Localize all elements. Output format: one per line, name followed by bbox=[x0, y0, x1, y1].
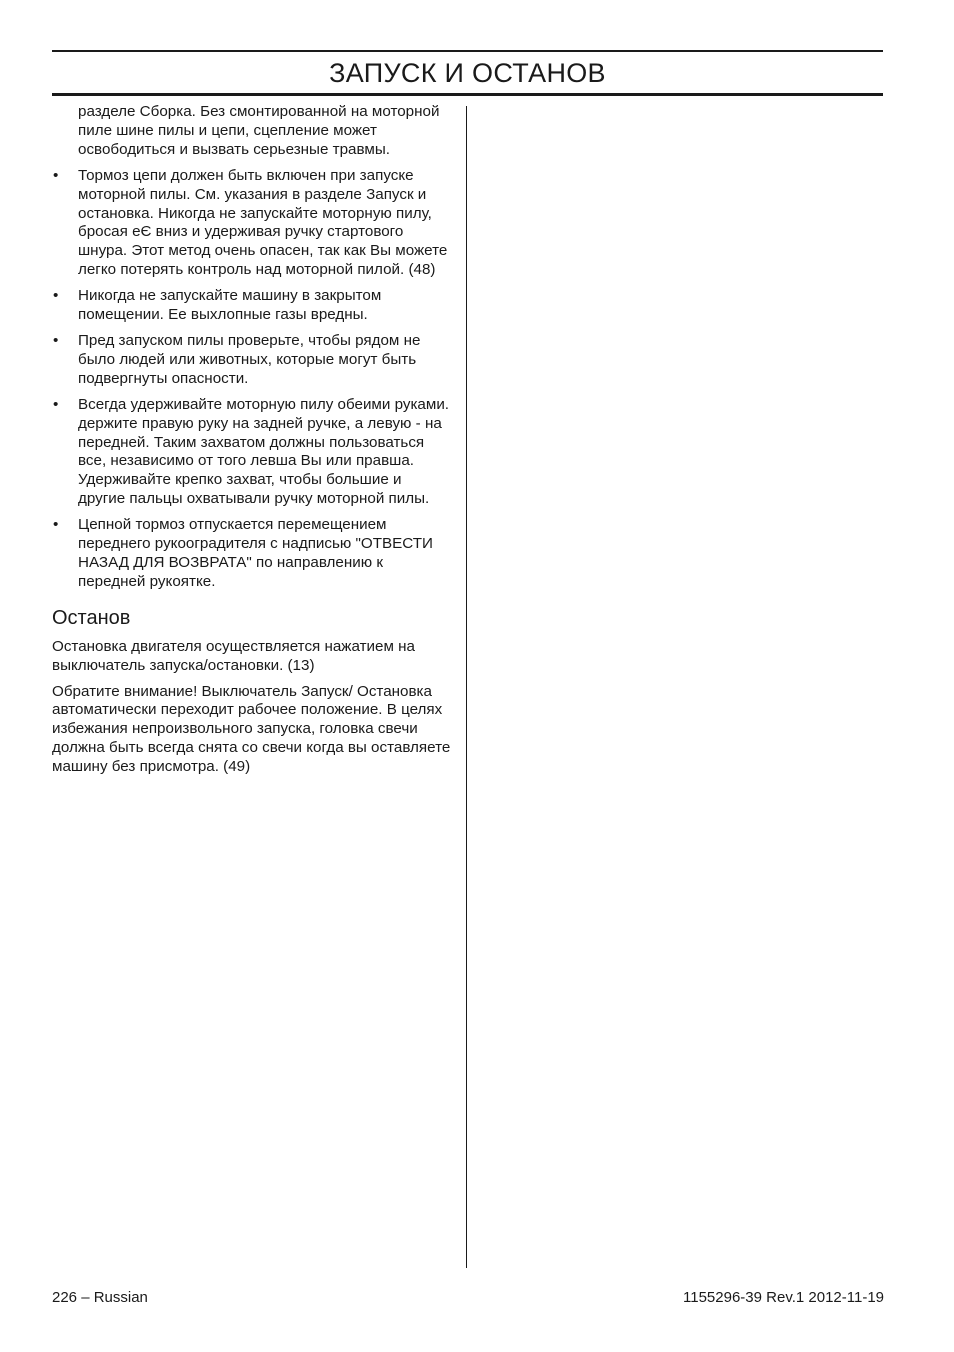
bullet-icon: • bbox=[53, 516, 59, 534]
list-item bbox=[52, 287, 452, 325]
bullet-icon: • bbox=[53, 287, 59, 305]
page-title: ЗАПУСК И ОСТАНОВ bbox=[329, 58, 606, 88]
bullet-list bbox=[52, 167, 452, 592]
section-heading-stop: Останов bbox=[52, 606, 131, 629]
left-column bbox=[52, 103, 452, 784]
document-id: 1155296-39 Rev.1 2012-11-19 bbox=[683, 1289, 884, 1306]
page-number: 226 – Russian bbox=[52, 1289, 148, 1306]
list-item-text: Никогда не запускайте машину в закрытом помещении. Ее выхлопные газы вредны. bbox=[78, 287, 382, 324]
list-item-text: Пред запуском пилы проверьте, чтобы рядом не было людей или животных, которые могут быть подвергнуты опасности. bbox=[78, 331, 421, 387]
list-item-text: Цепной тормоз отпускается перемещением переднего рукоoградителя с надписью "ОТВЕСТИ НАЗАД ДЛЯ ВОЗВРАТА" по направлению к передней рукоятке. bbox=[78, 516, 433, 590]
body-paragraph: Обратите внимание! Выключатель Запуск/ Остановка автоматически переходит рабочее положение. В целях избежания непроизвольного запуска, головка свечи должна быть всегда снята со свечи когда вы оставляете машину без присмотра. (49) bbox=[52, 682, 451, 776]
bullet-icon: • bbox=[53, 166, 59, 184]
list-item-text: Тормоз цепи должен быть включен при запуске моторной пилы. См. указания в разделе Запуск и остановка. Никогда не запускайте моторную пилу, бросая eЄ вниз и удерживая ручку стартового шнура. Этот метод очень опасен, так как Вы можете легко потерять контроль над моторной пилой. (48) bbox=[78, 166, 448, 279]
header-top-rule bbox=[52, 50, 883, 52]
column-divider bbox=[466, 106, 467, 1268]
body-paragraph: Остановка двигателя осуществляется нажатием на выключатель запуска/остановки. (13) bbox=[52, 637, 415, 674]
list-item bbox=[52, 516, 452, 592]
header-bottom-rule bbox=[52, 93, 883, 96]
list-item bbox=[52, 332, 452, 389]
bullet-icon: • bbox=[53, 395, 59, 413]
list-item bbox=[52, 167, 452, 280]
list-item bbox=[52, 396, 452, 509]
bullet-icon: • bbox=[53, 331, 59, 349]
continuation-paragraph: разделе Сборка. Без смонтированной на моторной пиле шине пилы и цепи, сцепление может освободиться и вызвать серьезные травмы. bbox=[78, 103, 440, 158]
list-item-text: Всегда удерживайте моторную пилу обеими руками. держите правую руку на задней ручке, а левую - на передней. Таким захватом должны пользоваться все, независимо от того левша Вы или правша. Удерживайте крепко захват, чтобы большие и другие пальцы охватывали ручку моторной пилы. bbox=[78, 395, 450, 508]
